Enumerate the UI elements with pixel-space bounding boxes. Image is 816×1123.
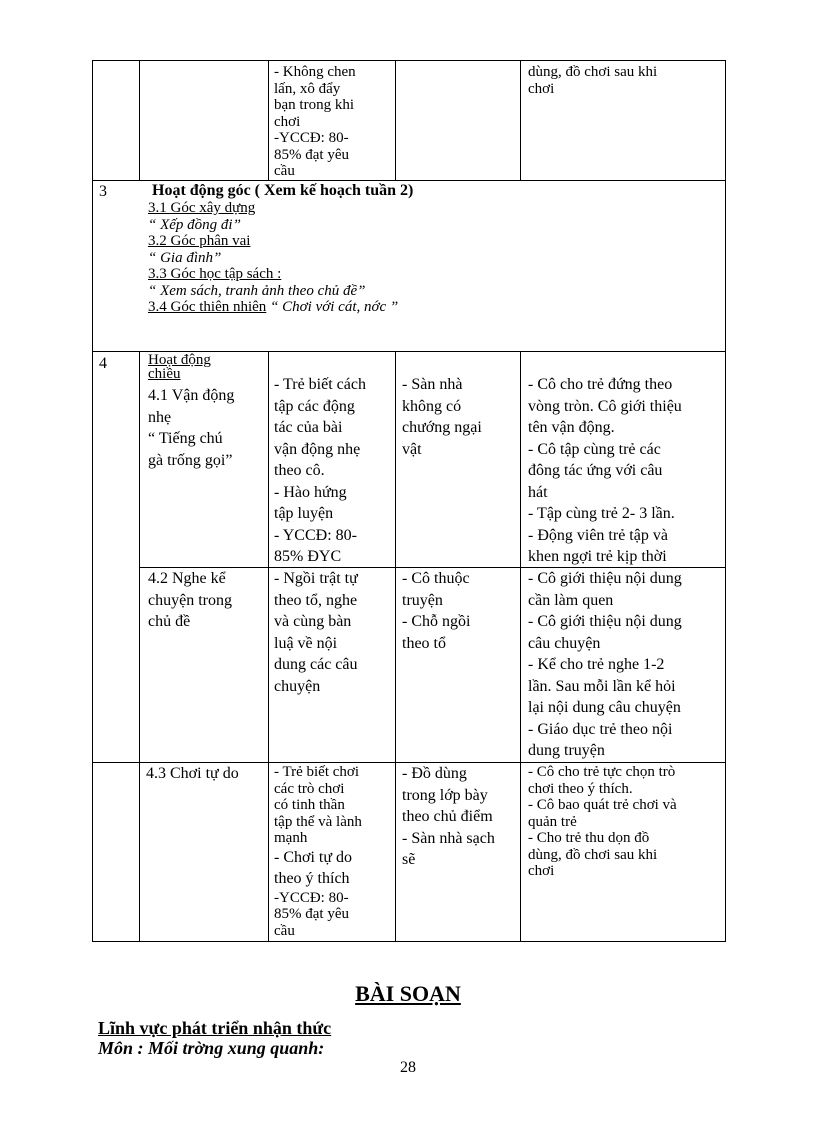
cell-line: nhẹ (148, 408, 172, 426)
cell-line: vật (402, 440, 422, 458)
goals-cell (274, 764, 362, 939)
cell-line: chơi theo ý thích. (528, 780, 633, 797)
corner-label: 3.1 Góc xây dựng (148, 200, 256, 216)
page-number: 28 (400, 1059, 416, 1076)
cell-line: dung các câu (274, 656, 358, 673)
grid-line (139, 60, 140, 181)
cell-line: - Cô cho trẻ đứng theo (528, 376, 673, 393)
grid-line (92, 180, 726, 181)
grid-line (139, 351, 140, 942)
cell-line: chuyện (274, 677, 321, 695)
cell-line: luậ về nội (274, 634, 338, 652)
cell-line: 85% ĐYC (274, 548, 342, 565)
cell-line: vận động nhẹ (274, 440, 361, 458)
cell-line: hát (528, 483, 548, 501)
cell-line: - Ngồi trật tự (274, 570, 358, 587)
cell-line: không có (402, 397, 462, 415)
cell-line: theo tổ, nghe (274, 591, 358, 609)
prep-cell (402, 568, 470, 654)
goals-part (274, 890, 362, 940)
cell-line: chướng ngại (402, 419, 482, 436)
cell-line: Hoạt động (148, 352, 211, 368)
row3-corner-list (148, 200, 413, 299)
cell-line: - Sàn nhà sạch (402, 829, 495, 847)
cell-line: - Trẻ biết chơi (274, 764, 360, 780)
goals-cell-top (274, 64, 356, 180)
activity-title (148, 568, 232, 633)
grid-line (725, 60, 726, 942)
goals-cell (274, 374, 366, 568)
method-cell (528, 374, 682, 568)
cell-line: - Chơi tự do (274, 848, 353, 866)
cell-line: bạn trong khi (274, 97, 354, 113)
corner-label: 3.3 Góc học tập sách : (148, 266, 282, 282)
goals-part (274, 764, 362, 847)
cell-line: cầu (274, 163, 295, 179)
cell-line: 4.2 Nghe kể (148, 570, 226, 587)
cell-line: - Không chen (274, 64, 356, 80)
activity-title (146, 763, 239, 785)
cell-line: chơi (528, 80, 555, 97)
corner-label: 3.2 Góc phân vai (148, 233, 251, 249)
cell-line: và cùng bàn (274, 613, 352, 630)
field-line: Lĩnh vực phát triển nhận thức (98, 1018, 332, 1038)
cell-line: dùng, đồ chơi sau khi (528, 64, 658, 80)
cell-line: -YCCĐ: 80- (274, 130, 349, 146)
grid-line (268, 60, 269, 181)
cell-line: theo tổ (402, 634, 446, 652)
cell-line: đông tác ứng với câu (528, 462, 663, 479)
cell-line: cầu (274, 922, 295, 939)
cell-line: sẽ (402, 851, 416, 868)
cell-line: lần. Sau mỗi lần kể hỏi (528, 677, 676, 695)
cell-line: - Cô giới thiệu nội dung (528, 613, 682, 630)
cell-line: tập luyện (274, 505, 334, 522)
corner-nature-activity: “ Chơi với cát, nớc ” (266, 299, 399, 315)
row3-last-line (148, 299, 413, 316)
cell-line: - Cô bao quát trẻ chơi và (528, 797, 677, 813)
cell-line: - Động viên trẻ tập và (528, 526, 668, 544)
section-title: BÀI SOẠN (355, 981, 461, 1006)
cell-line: tác của bài (274, 419, 343, 436)
cell-line: chuyện trong (148, 591, 232, 609)
cell-line: - Cô giới thiệu nội dung (528, 570, 682, 587)
row3-heading: Hoạt động góc ( Xem kế hoạch tuần 2) (152, 182, 414, 199)
cell-line: - Kể cho trẻ nghe 1-2 (528, 656, 665, 673)
cell-line: - Chỗ ngồi (402, 613, 471, 630)
cell-line: khen ngợi trẻ kịp thời (528, 548, 667, 565)
cell-line: dùng, đồ chơi sau khi (528, 846, 658, 863)
cell-line: - Cô cho trẻ tực chọn trò (528, 764, 676, 780)
cell-line: chơi (528, 863, 555, 879)
cell-line: 85% đạt yêu (274, 146, 349, 163)
cell-line: chiều (148, 366, 181, 382)
cell-line: - Cô tập cùng trẻ các (528, 440, 661, 458)
prep-cell (402, 763, 495, 871)
cell-line: theo cô. (274, 462, 325, 479)
cell-line: cần làm quen (528, 591, 614, 609)
method-cell-top (528, 64, 657, 97)
cell-line: theo chủ điểm (402, 808, 493, 825)
prep-cell (402, 374, 482, 460)
goals-cell (274, 568, 358, 697)
row-number: 4 (99, 355, 107, 372)
cell-line: gà trống gọi” (148, 451, 233, 469)
cell-line: 85% đạt yêu (274, 906, 349, 922)
cell-line: - Đồ dùng (402, 765, 467, 782)
subject-line: Môn : Mối trờng xung quanh: (98, 1038, 325, 1058)
cell-line: câu chuyện (528, 634, 601, 652)
cell-line: - Trẻ biết cách (274, 376, 366, 393)
cell-line: 4.3 Chơi tự do (146, 765, 239, 782)
cell-line: vòng tròn. Cô giới thiệu (528, 397, 682, 415)
cell-line: chủ đề (148, 613, 191, 630)
row-number: 3 (99, 183, 107, 200)
cell-line: dung truyện (528, 742, 605, 759)
cell-line: “ Tiếng chú (148, 430, 223, 447)
cell-line: - Cho trẻ thu dọn đồ (528, 830, 650, 846)
cell-line: 4.1 Vận động (148, 387, 235, 404)
cell-line: trong lớp bày (402, 786, 488, 804)
row3-content (148, 182, 413, 316)
grid-line (92, 60, 93, 942)
cell-line: lại nội dung câu chuyện (528, 699, 681, 716)
cell-line: - Hào hứng (274, 483, 347, 501)
method-cell (528, 764, 677, 880)
grid-line (268, 351, 269, 942)
cell-line: theo ý thích (274, 870, 350, 887)
grid-line (520, 60, 521, 181)
grid-line (395, 60, 396, 181)
cell-line: quản trẻ (528, 813, 577, 830)
corner-activity: “ Xếp đồng đi” (148, 216, 241, 233)
corner-activity: “ Gia đình” (148, 249, 222, 266)
cell-line: tên vận động. (528, 419, 615, 436)
grid-line (520, 351, 521, 942)
cell-line: có tinh thần (274, 797, 345, 813)
grid-line (92, 60, 726, 61)
method-cell (528, 568, 682, 762)
cell-line: - YCCĐ: 80- (274, 526, 357, 544)
activity-title (148, 385, 234, 471)
cell-line: các trò chơi (274, 780, 345, 797)
cell-line: mạnh (274, 830, 308, 846)
cell-line: truyện (402, 591, 443, 609)
corner-nature-label: 3.4 Góc thiên nhiên (148, 299, 267, 315)
cell-line: - Tập cùng trẻ 2- 3 lần. (528, 505, 675, 522)
grid-line (395, 351, 396, 942)
cell-line: - Cô thuộc (402, 570, 470, 587)
cell-line: chơi (274, 113, 301, 130)
afternoon-heading (148, 353, 211, 381)
cell-line: - Sàn nhà (402, 376, 463, 393)
cell-line: -YCCĐ: 80- (274, 889, 349, 906)
grid-line (92, 941, 726, 942)
corner-activity: “ Xem sách, tranh ảnh theo chủ đề” (148, 282, 366, 299)
cell-line: - Giáo dục trẻ theo nội (528, 720, 673, 738)
cell-line: tập các động (274, 397, 355, 415)
goals-part (274, 847, 362, 890)
cell-line: lấn, xô đẩy (274, 80, 341, 97)
cell-line: tập thể và lành (274, 813, 362, 830)
